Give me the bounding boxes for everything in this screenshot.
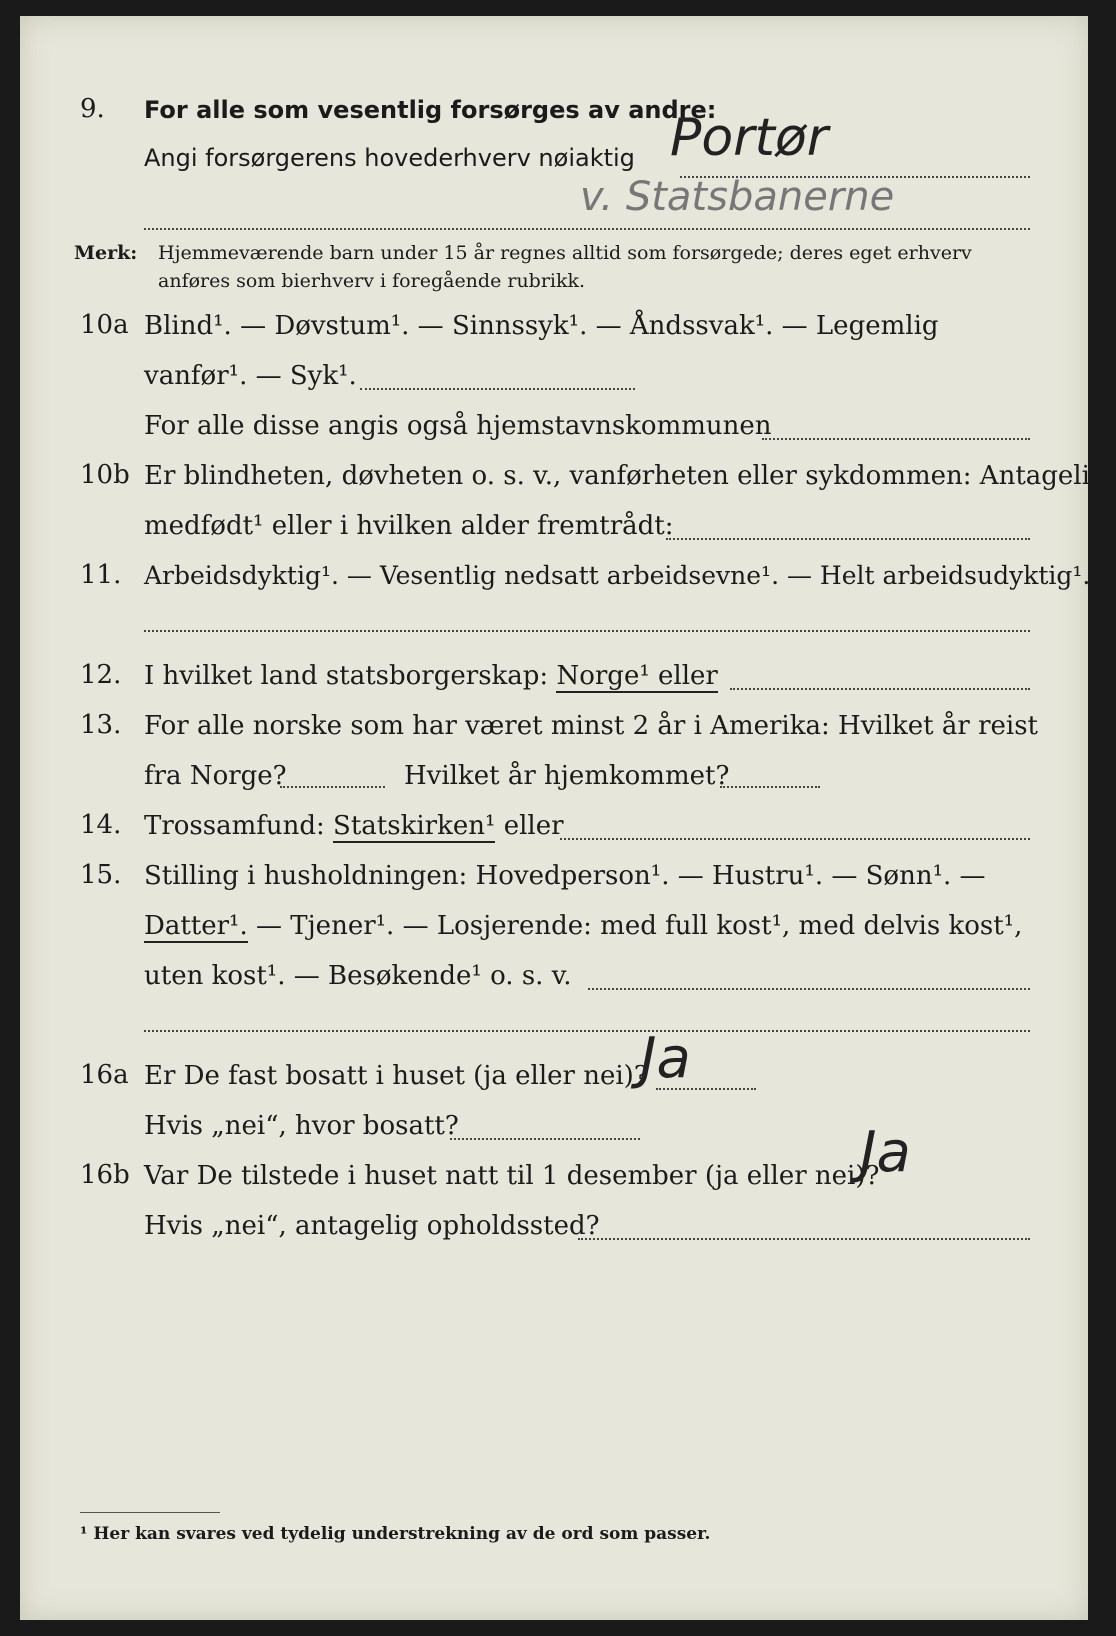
q13-reist-line: [280, 786, 385, 788]
merk-label: Merk:: [74, 242, 138, 264]
merk-line1: Hjemmeværende barn under 15 år regnes alltid som forsørgede; deres eget erhverv: [158, 242, 972, 264]
q16a-number: 16a: [80, 1060, 129, 1090]
q16b-line2: Hvis „nei“, antagelig opholdssted?: [144, 1211, 600, 1241]
q16a-handwritten-answer: Ja: [640, 1026, 691, 1091]
q10b-line2: medfødt¹ eller i hvilken alder fremtrådt:: [144, 511, 674, 541]
q15-line2: [144, 910, 1022, 942]
q14-underlined-answer: Statskirken¹: [333, 811, 496, 841]
q16b-number: 16b: [80, 1160, 130, 1190]
q13-line1: For alle norske som har været minst 2 år i Amerika: Hvilket år reist: [144, 711, 1038, 741]
q14-answer-line: [560, 838, 1030, 840]
q12-answer-line: [730, 688, 1030, 690]
q16a-line2: Hvis „nei“, hvor bosatt?: [144, 1111, 459, 1141]
q15-underlined-answer: Datter¹.: [144, 911, 248, 941]
q15-answer-line: [588, 988, 1030, 990]
q16b-line1: Var De tilstede i huset natt til 1 desember (ja eller nei)?: [144, 1161, 880, 1191]
merk-line2: anføres som bierhverv i foregående rubrikk.: [158, 270, 586, 292]
q15-line2-rest: — Tjener¹. — Losjerende: med full kost¹, med delvis kost¹,: [256, 911, 1023, 941]
q10b-number: 10b: [80, 460, 130, 490]
q13-number: 13.: [80, 710, 122, 740]
q9-handwritten-answer2: v. Statsbanerne: [580, 174, 895, 220]
q9-handwritten-answer1: Portør: [670, 108, 829, 168]
q10a-answer-line: [360, 388, 635, 390]
q13-line2b: Hvilket år hjemkommet?: [404, 761, 730, 791]
q15-answer-line2: [144, 1030, 1030, 1032]
q9-line2: Angi forsørgerens hovederhverv nøiaktig: [144, 144, 635, 172]
q12-prefix: I hvilket land statsborgerskap:: [144, 661, 549, 691]
q10b-answer-line: [666, 538, 1030, 540]
q14-line: [144, 810, 564, 842]
footnote: ¹ Her kan svares ved tydelig understrekning av de ord som passer.: [80, 1524, 711, 1544]
q14-suffix: eller: [503, 811, 564, 841]
q15-number: 15.: [80, 860, 122, 890]
q16b-handwritten-answer: Ja: [860, 1120, 911, 1185]
q16a-line1: Er De fast bosatt i huset (ja eller nei)?: [144, 1061, 648, 1091]
q16a-bosatt-line: [450, 1138, 640, 1140]
q12-number: 12.: [80, 660, 122, 690]
q10a-hjemstavn-line: [762, 438, 1030, 440]
q12-underlined-answer: Norge¹ eller: [556, 661, 718, 691]
census-form-page: [20, 16, 1107, 1620]
q11-line1: Arbeidsdyktig¹. — Vesentlig nedsatt arbeidsevne¹. — Helt arbeidsudyktig¹.: [144, 561, 1091, 590]
q10a-line2: vanfør¹. — Syk¹.: [144, 361, 357, 391]
q10a-line3: For alle disse angis også hjemstavnskommunen: [144, 411, 772, 441]
q9-answer-line2: [144, 228, 1030, 230]
q15-line3: uten kost¹. — Besøkende¹ o. s. v.: [144, 961, 572, 991]
q16b-opholdssted-line: [578, 1238, 1030, 1240]
q11-number: 11.: [80, 560, 122, 590]
q10b-line1: Er blindheten, døvheten o. s. v., vanførheten eller sykdommen: Antagelig: [144, 461, 1107, 491]
q15-line1: Stilling i husholdningen: Hovedperson¹. — Hustru¹. — Sønn¹. —: [144, 861, 986, 891]
q13-hjemkommet-line: [720, 786, 820, 788]
footnote-rule: [80, 1512, 220, 1513]
q11-answer-line: [144, 630, 1030, 632]
q10a-number: 10a: [80, 310, 129, 340]
q10a-line1: Blind¹. — Døvstum¹. — Sinnssyk¹. — Åndssvak¹. — Legemlig: [144, 311, 939, 341]
q16a-answer-line: [656, 1088, 756, 1090]
q12-line: [144, 660, 718, 692]
q13-line2a: fra Norge?: [144, 761, 287, 791]
q14-prefix: Trossamfund:: [144, 811, 325, 841]
q9-number: 9.: [80, 94, 105, 124]
q9-line1: For alle som vesentlig forsørges av andre:: [144, 96, 717, 124]
q14-number: 14.: [80, 810, 122, 840]
